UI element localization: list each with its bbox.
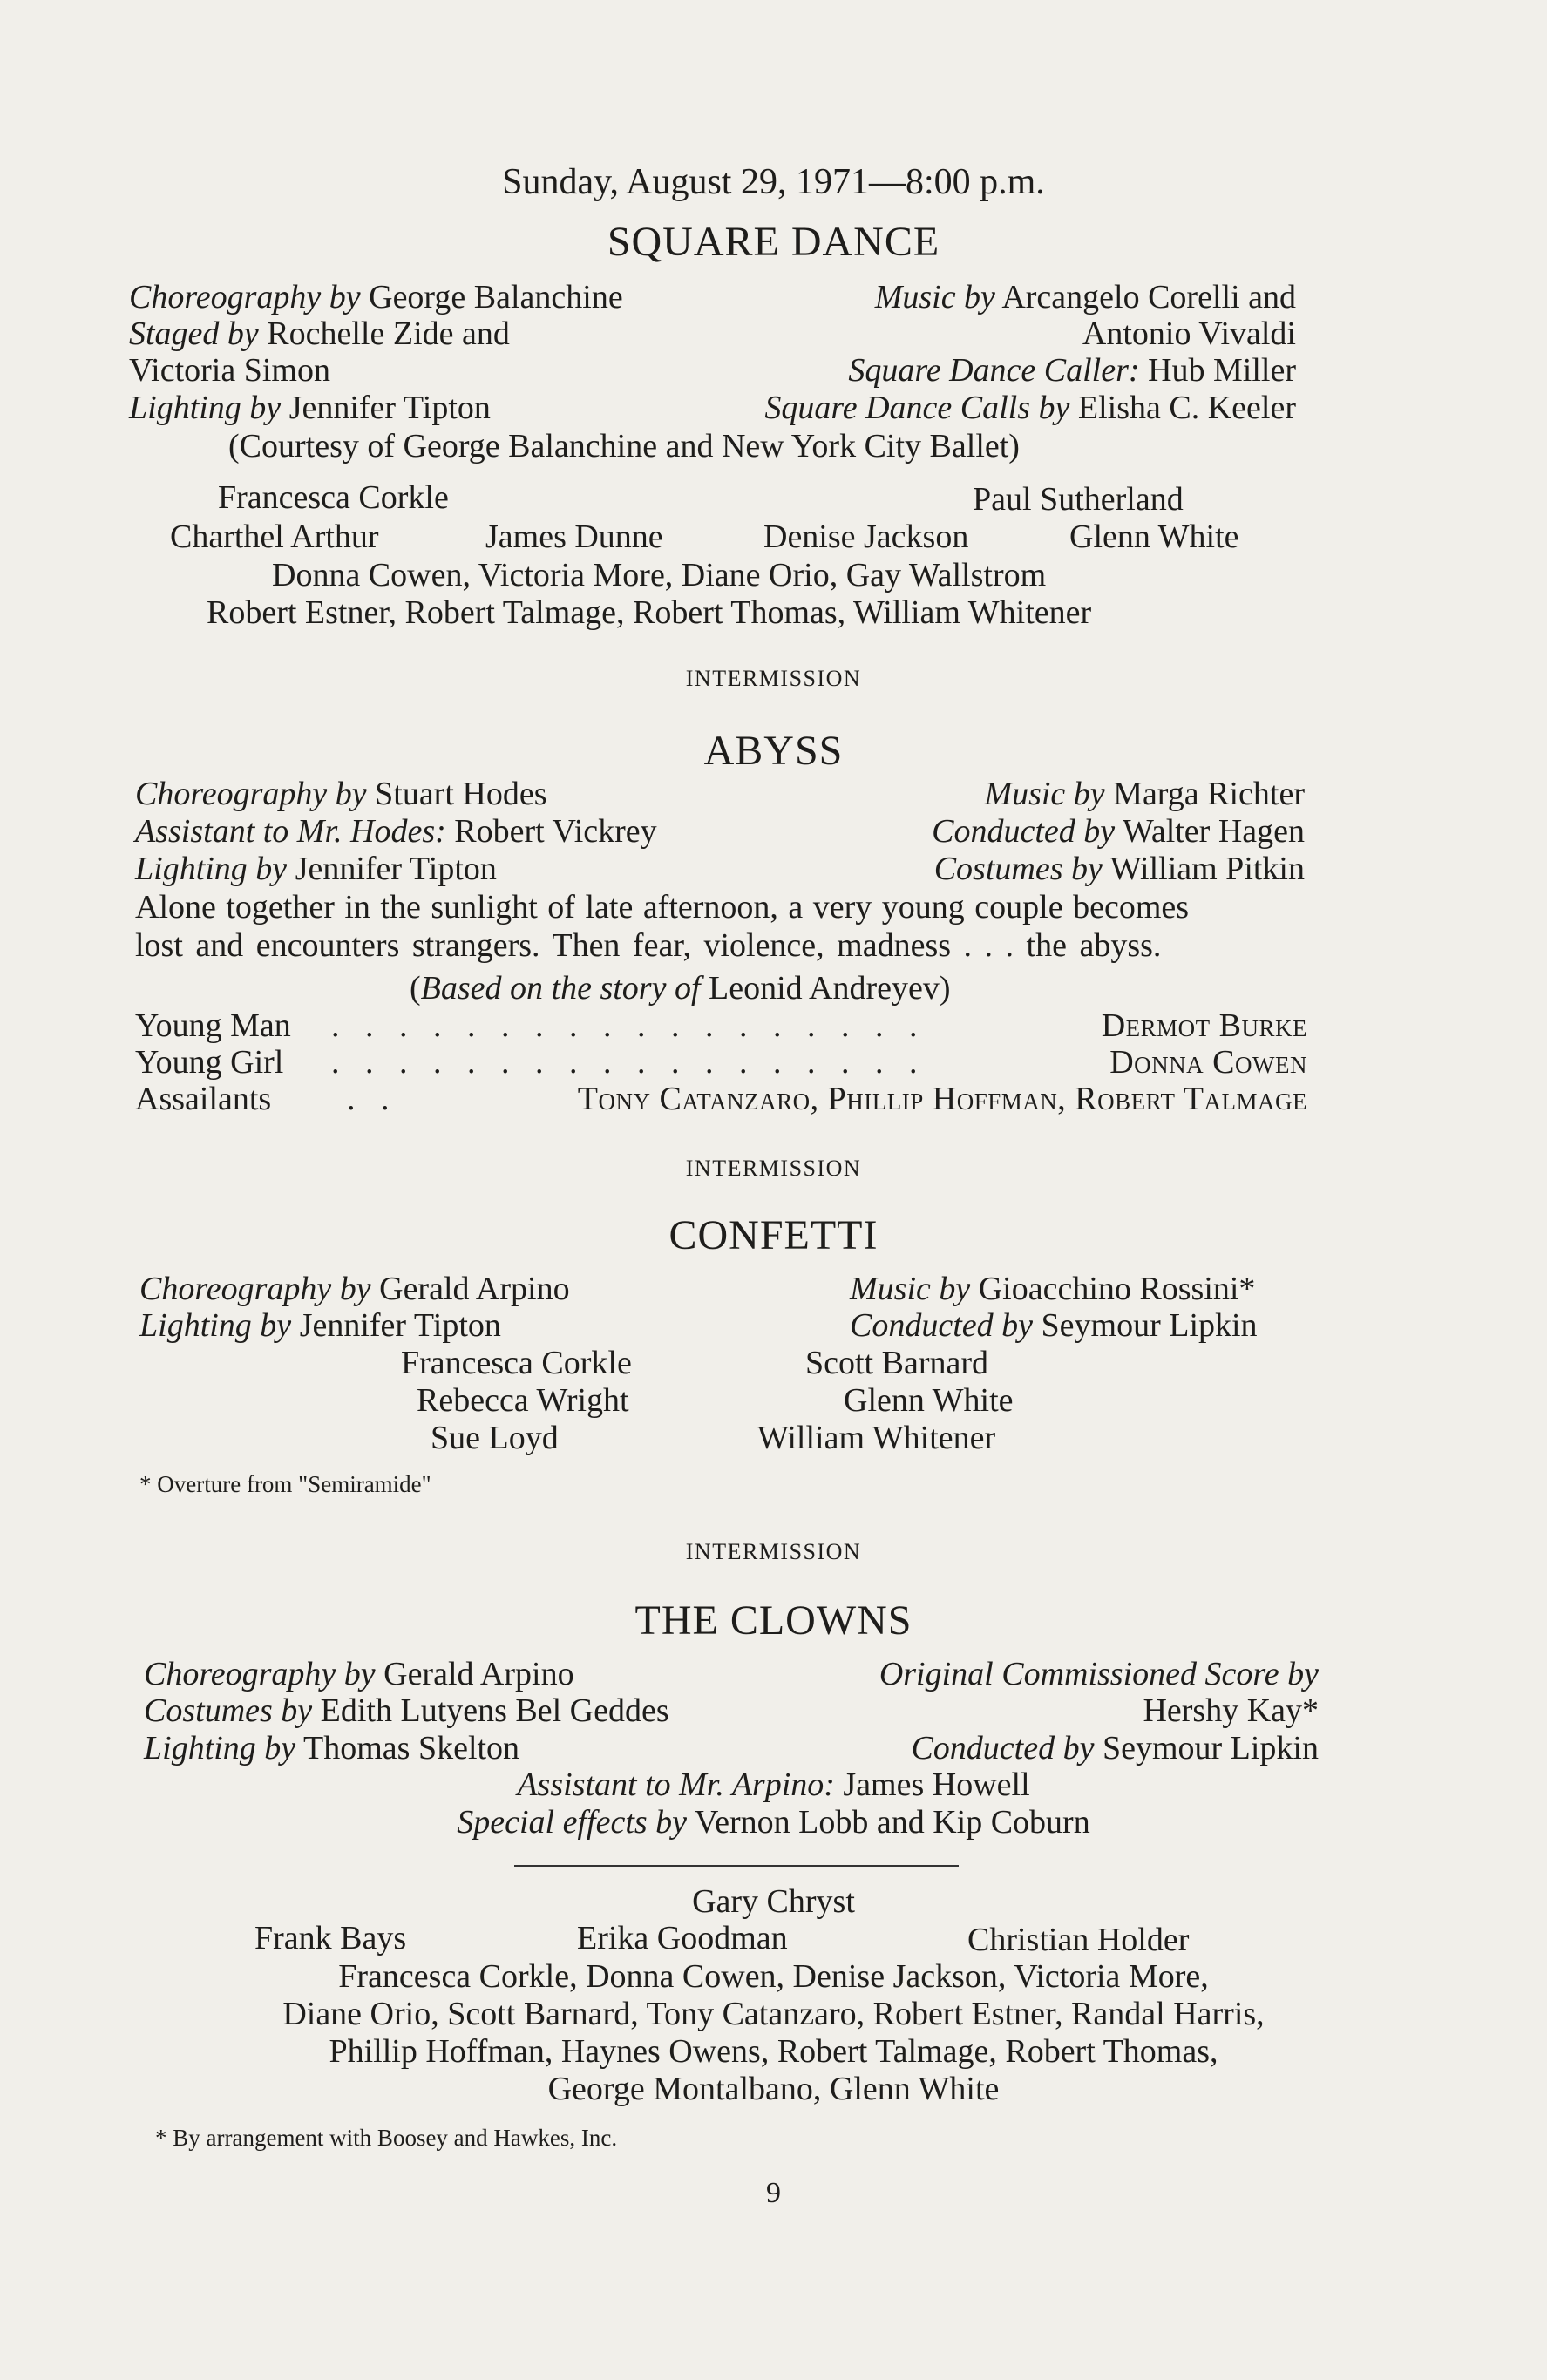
- confetti-title: CONFETTI: [668, 1212, 879, 1258]
- abyss-synopsis-line: Alone together in the sunlight of late afternoon, a very young couple becomes: [135, 889, 1190, 926]
- confetti-dancer: Glenn White: [844, 1382, 1014, 1419]
- confetti-conducted: Conducted by Seymour Lipkin: [850, 1307, 1258, 1344]
- clowns-soloist: Erika Goodman: [577, 1920, 788, 1956]
- clowns-choreography: Choreography by Gerald Arpino: [144, 1656, 574, 1692]
- page-number: 9: [766, 2177, 781, 2209]
- abyss-cast-performer: Dermot Burke: [1101, 1007, 1307, 1044]
- intermission-label: INTERMISSION: [685, 1539, 862, 1564]
- abyss-cast-leader: . . . . . . . . . . . . . . . . . .: [331, 1044, 926, 1081]
- confetti-dancer: William Whitener: [757, 1420, 996, 1456]
- abyss-choreography: Choreography by Stuart Hodes: [135, 776, 547, 812]
- clowns-ensemble-line: Diane Orio, Scott Barnard, Tony Catanzaro, Robert Estner, Randal Harris,: [282, 1996, 1265, 2032]
- confetti-music: Music by Gioacchino Rossini*: [850, 1271, 1256, 1307]
- clowns-assistant: Assistant to Mr. Arpino: James Howell: [517, 1766, 1030, 1803]
- abyss-cast-leader: . . . . . . . . . . . . . . . . . .: [331, 1007, 926, 1044]
- abyss-assistant: Assistant to Mr. Hodes: Robert Vickrey: [135, 813, 657, 850]
- confetti-dancer: Rebecca Wright: [417, 1382, 629, 1419]
- abyss-conducted: Conducted by Walter Hagen: [932, 813, 1305, 850]
- square-dance-title: SQUARE DANCE: [607, 219, 940, 265]
- clowns-ensemble-line: George Montalbano, Glenn White: [547, 2071, 1000, 2107]
- clowns-lead: Gary Chryst: [692, 1883, 855, 1920]
- square-dance-soloist: Charthel Arthur: [170, 519, 379, 555]
- abyss-cast-role: Young Girl: [135, 1044, 284, 1081]
- clowns-soloist: Christian Holder: [967, 1922, 1190, 1958]
- square-dance-principal-male: Paul Sutherland: [973, 481, 1184, 518]
- square-dance-ensemble-men: Robert Estner, Robert Talmage, Robert Thomas, William Whitener: [207, 594, 1092, 631]
- abyss-title: ABYSS: [703, 728, 844, 774]
- abyss-music: Music by Marga Richter: [984, 776, 1305, 812]
- abyss-cast-performer: Tony Catanzaro, Phillip Hoffman, Robert Talmage: [577, 1081, 1307, 1117]
- intermission-label: INTERMISSION: [685, 666, 862, 691]
- square-dance-caller: Square Dance Caller: Hub Miller: [848, 352, 1296, 389]
- confetti-dancer: Sue Loyd: [431, 1420, 559, 1456]
- abyss-cast-leader: . .: [347, 1081, 398, 1117]
- square-dance-staged-cont: Victoria Simon: [129, 352, 330, 389]
- abyss-cast-role: Young Man: [135, 1007, 291, 1044]
- intermission-label: INTERMISSION: [685, 1156, 862, 1181]
- clowns-costumes: Costumes by Edith Lutyens Bel Geddes: [144, 1692, 669, 1729]
- confetti-choreography: Choreography by Gerald Arpino: [139, 1271, 570, 1307]
- clowns-ensemble-line: Phillip Hoffman, Haynes Owens, Robert Talmage, Robert Thomas,: [329, 2033, 1218, 2070]
- confetti-dancer: Francesca Corkle: [401, 1345, 632, 1381]
- abyss-based-on: (Based on the story of Leonid Andreyev): [410, 970, 951, 1007]
- performance-date: Sunday, August 29, 1971—8:00 p.m.: [502, 162, 1045, 202]
- abyss-cast-role: Assailants: [135, 1081, 272, 1117]
- square-dance-lighting: Lighting by Jennifer Tipton: [129, 390, 491, 426]
- square-dance-ensemble-women: Donna Cowen, Victoria More, Diane Orio, Gay Wallstrom: [272, 557, 1047, 593]
- square-dance-soloist: Glenn White: [1069, 519, 1239, 555]
- clowns-special-effects: Special effects by Vernon Lobb and Kip Coburn: [457, 1804, 1090, 1841]
- square-dance-soloist: Denise Jackson: [763, 519, 969, 555]
- clowns-soloist: Frank Bays: [254, 1920, 407, 1956]
- confetti-footnote: * Overture from "Semiramide": [139, 1471, 431, 1497]
- square-dance-choreography: Choreography by George Balanchine: [129, 279, 623, 315]
- square-dance-courtesy: (Courtesy of George Balanchine and New York City Ballet): [228, 428, 1020, 464]
- clowns-lighting: Lighting by Thomas Skelton: [144, 1730, 520, 1766]
- square-dance-music: Music by Arcangelo Corelli and: [874, 279, 1296, 315]
- clowns-score-label: Original Commissioned Score by: [879, 1656, 1319, 1692]
- square-dance-principal-female: Francesca Corkle: [218, 479, 449, 516]
- confetti-dancer: Scott Barnard: [805, 1345, 989, 1381]
- confetti-lighting: Lighting by Jennifer Tipton: [139, 1307, 501, 1344]
- abyss-costumes: Costumes by William Pitkin: [933, 851, 1305, 887]
- abyss-cast-performer: Donna Cowen: [1109, 1044, 1307, 1081]
- section-divider: [514, 1865, 959, 1867]
- clowns-footnote: * By arrangement with Boosey and Hawkes, Inc.: [155, 2125, 618, 2151]
- clowns-title: THE CLOWNS: [634, 1597, 913, 1644]
- clowns-conducted: Conducted by Seymour Lipkin: [911, 1730, 1319, 1766]
- clowns-score-composer: Hershy Kay*: [1143, 1692, 1319, 1729]
- square-dance-soloist: James Dunne: [485, 519, 663, 555]
- clowns-ensemble-line: Francesca Corkle, Donna Cowen, Denise Jackson, Victoria More,: [338, 1958, 1209, 1995]
- square-dance-music-cont: Antonio Vivaldi: [1082, 315, 1296, 352]
- square-dance-staged: Staged by Rochelle Zide and: [129, 315, 510, 352]
- abyss-synopsis-line: lost and encounters strangers. Then fear, violence, madness . . . the abyss.: [135, 927, 1162, 964]
- square-dance-calls: Square Dance Calls by Elisha C. Keeler: [764, 390, 1296, 426]
- abyss-lighting: Lighting by Jennifer Tipton: [135, 851, 497, 887]
